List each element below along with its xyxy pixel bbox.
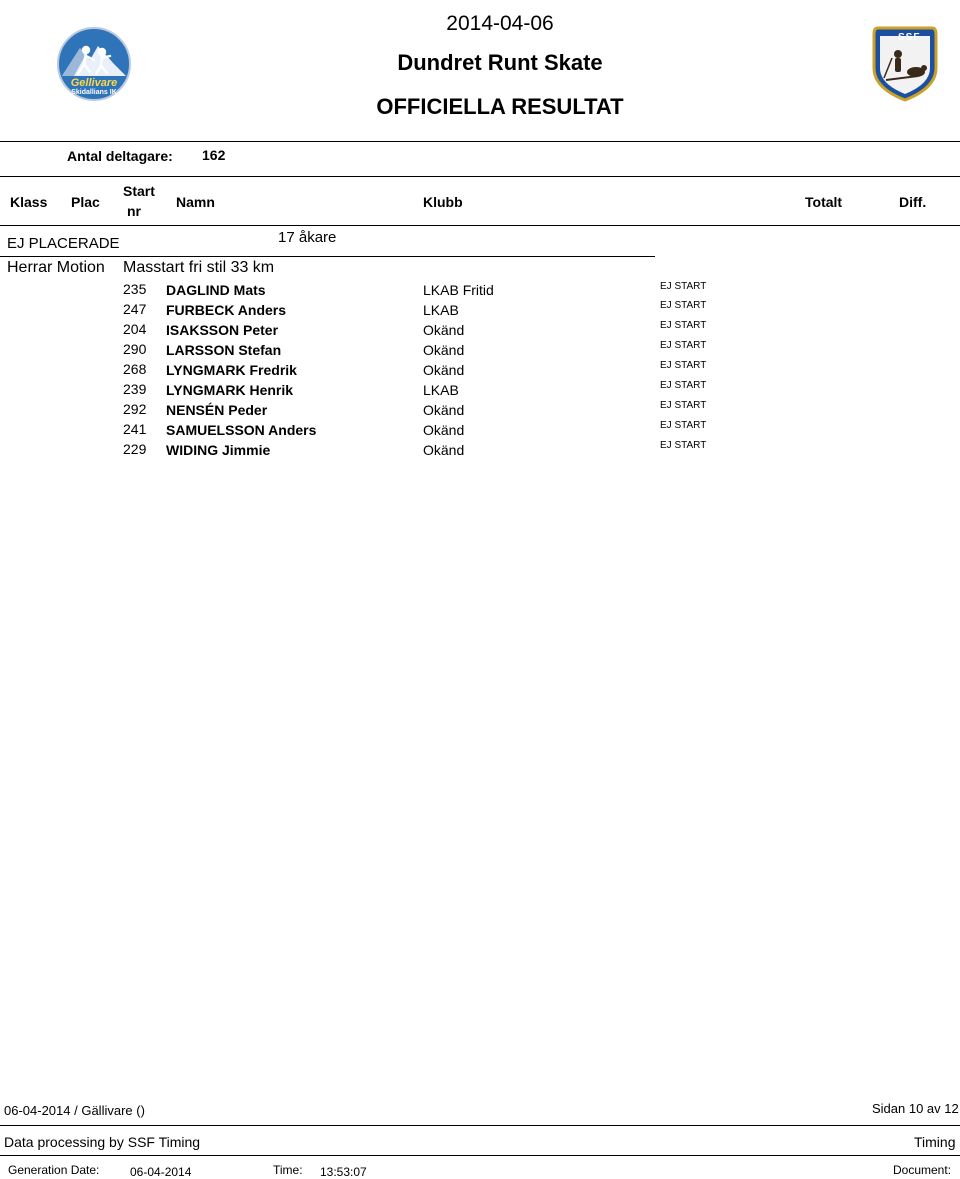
generation-date-label: Generation Date:: [8, 1163, 100, 1177]
club-name: Okänd: [423, 422, 465, 438]
footer-rule-top: [0, 1125, 960, 1126]
athlete-name: LYNGMARK Fredrik: [166, 362, 297, 378]
time-label: Time:: [273, 1163, 303, 1177]
ssf-logo-text: SSF: [898, 32, 921, 43]
columns-bottom-rule: [0, 225, 960, 226]
club-name: LKAB: [423, 382, 459, 398]
status-text: EJ START: [660, 400, 707, 411]
start-number: 268: [123, 361, 147, 377]
status-text: EJ START: [660, 300, 707, 311]
col-start: Start: [123, 183, 155, 199]
columns-top-rule: [0, 176, 960, 177]
participants-label: Antal deltagare:: [67, 148, 173, 164]
participants-count: 162: [202, 147, 226, 163]
status-text: EJ START: [660, 281, 707, 292]
logo-text-line1: Gellivare: [70, 77, 118, 89]
status-text: EJ START: [660, 380, 707, 391]
footer-place: 06-04-2014 / Gällivare (): [4, 1103, 145, 1118]
club-name: Okänd: [423, 442, 465, 458]
club-name: Okänd: [423, 402, 465, 418]
athlete-name: DAGLIND Mats: [166, 282, 266, 298]
header-rule: [0, 141, 960, 142]
club-name: Okänd: [423, 342, 465, 358]
col-diff: Diff.: [899, 194, 927, 210]
start-number: 204: [123, 321, 147, 337]
report-subtitle: OFFICIELLA RESULTAT: [376, 94, 624, 119]
status-text: EJ START: [660, 320, 707, 331]
club-name: Okänd: [423, 322, 465, 338]
report-date: 2014-04-06: [446, 12, 554, 35]
section-status-title: EJ PLACERADE: [7, 235, 120, 252]
status-text: EJ START: [660, 360, 707, 371]
start-number: 247: [123, 301, 147, 317]
start-number: 235: [123, 281, 147, 297]
athlete-name: LYNGMARK Henrik: [166, 382, 294, 398]
generation-date: 06-04-2014: [130, 1165, 192, 1179]
section-rule: [0, 256, 655, 257]
club-name: Okänd: [423, 362, 465, 378]
status-text: EJ START: [660, 340, 707, 351]
athlete-name: FURBECK Anders: [166, 302, 287, 318]
col-klubb: Klubb: [423, 194, 463, 210]
start-number: 241: [123, 421, 147, 437]
document-label: Document:: [893, 1163, 952, 1177]
time-value: 13:53:07: [320, 1165, 367, 1179]
col-start-nr: nr: [127, 203, 141, 219]
col-klass: Klass: [10, 194, 48, 210]
start-number: 290: [123, 341, 147, 357]
footer-timing: Timing: [914, 1134, 956, 1150]
start-number: 229: [123, 441, 147, 457]
col-totalt: Totalt: [805, 194, 843, 210]
athlete-name: SAMUELSSON Anders: [166, 422, 317, 438]
status-text: EJ START: [660, 420, 707, 431]
athlete-name: LARSSON Stefan: [166, 342, 282, 358]
footer-processing: Data processing by SSF Timing: [4, 1134, 201, 1150]
athlete-name: NENSÉN Peder: [166, 402, 268, 418]
class-name: Herrar Motion: [7, 259, 105, 276]
start-number: 292: [123, 401, 147, 417]
ssf-logo: [872, 24, 938, 102]
race-name: Masstart fri stil 33 km: [123, 259, 275, 276]
col-plac: Plac: [71, 194, 100, 210]
section-count: 17 åkare: [278, 229, 337, 246]
status-text: EJ START: [660, 440, 707, 451]
footer-rule-bottom: [0, 1155, 960, 1156]
club-name: LKAB Fritid: [423, 282, 494, 298]
logo-text-line2: Skidallians IK: [71, 89, 117, 96]
club-name: LKAB: [423, 302, 459, 318]
col-namn: Namn: [176, 194, 215, 210]
athlete-name: ISAKSSON Peter: [166, 322, 279, 338]
athlete-name: WIDING Jimmie: [166, 442, 271, 458]
event-title: Dundret Runt Skate: [397, 50, 603, 75]
start-number: 239: [123, 381, 147, 397]
footer-page: Sidan 10 av 12: [872, 1101, 959, 1116]
